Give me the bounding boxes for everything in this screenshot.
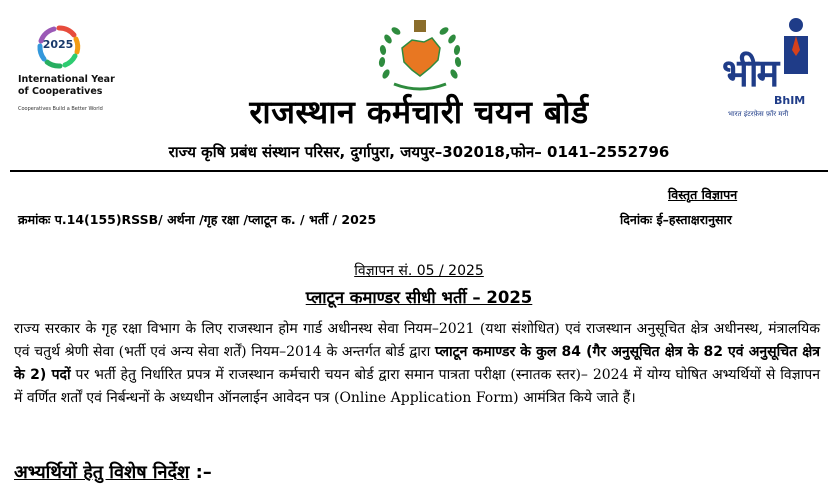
iyc-line2: of Cooperatives (18, 86, 103, 97)
reference-number: क्रमांकः प.14(155)RSSB/ अर्थना /गृह रक्षा /प्लाटून क. / भर्ती / 2025 (18, 212, 377, 227)
instructions-heading (14, 460, 212, 484)
header-divider (10, 170, 828, 172)
instructions-heading-suffix: :– (189, 462, 212, 483)
org-address: राज्य कृषि प्रबंध संस्थान परिसर, दुर्गापुरा, जयपुर–302018,फोन– 0141–2552796 (168, 143, 670, 161)
recruitment-heading: प्लाटून कमाण्डर सीधी भर्ती – 2025 (305, 288, 533, 307)
org-title: राजस्थान कर्मचारी चयन बोर्ड (249, 93, 589, 131)
bhim-english: BhIM (774, 94, 806, 107)
body-text-part1: राज्य सरकार के गृह रक्षा विभाग के लिए राजस्थान होम गार्ड अधीनस्थ सेवा नियम–2021 (यथा संशोधित) एवं राजस्थान अनुसूचित क्षेत्र अधीनस्थ, मंत्रालयिक एवं चतुर्थ श्रेणी सेवा (भर्ती एवं अन्य सेवा शर्तें) नियम–2014 के अन्तर्गत बोर्ड द्वारा (14, 321, 820, 360)
instructions-heading-text: अभ्यर्थियों हेतु विशेष निर्देश (14, 462, 190, 483)
body-text-part2: पर भर्ती हेतु निर्धारित प्रपत्र में राजस्थान कर्मचारी चयन बोर्ड द्वारा समान पात्रता परीक्षा (स्नातक स्तर)– 2024 में योग्य घोषित अभ्यर्थियों से विज्ञापन में वर्णित शर्तों एवं निर्बन्धनों के अध्यधीन ऑनलाईन आवेदन पत्र (Online Application Form) आमंत्रित किये जाते हैं। (14, 367, 821, 406)
iyc-tagline: Cooperatives Build a Better World (18, 106, 103, 112)
advertisement-number: विज्ञापन सं. 05 / 2025 (354, 263, 484, 279)
iyc-year: 2025 (42, 38, 74, 51)
rssb-emblem-icon (372, 18, 468, 94)
bhim-word: भीम (722, 50, 778, 95)
advertisement-body (14, 318, 820, 410)
reference-date: दिनांकः ई–हस्ताक्षरानुसार (620, 212, 732, 227)
bhim-subtitle: भारत इंटरफ़ेस फ़ॉर मनी (728, 110, 789, 118)
iyc-line1: International Year (18, 74, 115, 85)
advertisement-type: विस्तृत विज्ञापन (668, 187, 738, 202)
ambedkar-figure-icon (778, 16, 814, 76)
body-text-posts: प्लाटून कमाण्डर के कुल 84 (गैर अनुसूचित क्षेत्र के 82 एवं अनुसूचित क्षेत्र के 2) पदों (14, 344, 820, 383)
